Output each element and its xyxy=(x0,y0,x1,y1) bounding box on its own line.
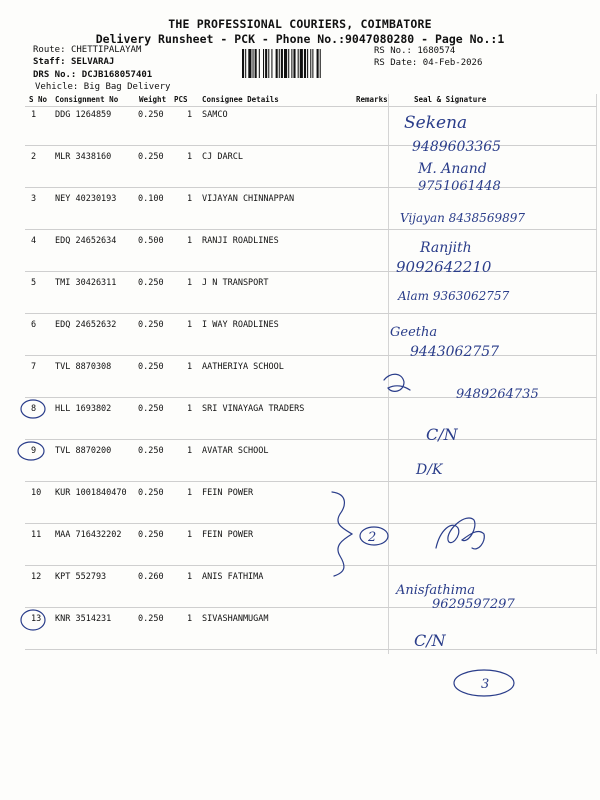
staff-value: SELVARAJ xyxy=(70,57,115,67)
row-weight: 0.250 xyxy=(138,152,164,162)
row-sno: 9 xyxy=(31,446,37,456)
sig1-phone: 9489603365 xyxy=(412,139,502,155)
row-sno: 12 xyxy=(31,572,42,582)
row-consignee: CJ DARCL xyxy=(202,152,243,162)
row-pcs: 1 xyxy=(187,362,193,372)
row-consignment: DDG 1264859 xyxy=(55,110,112,120)
row-consignment: TVL 8870200 xyxy=(55,446,112,456)
table-row xyxy=(0,446,600,488)
row-consignee: SAMCO xyxy=(202,110,228,120)
row-sno: 2 xyxy=(31,152,37,162)
row-consignee: FEIN POWER xyxy=(202,530,254,540)
row-consignment: KNR 3514231 xyxy=(55,614,112,624)
sig4-phone: 9092642210 xyxy=(396,258,492,276)
runsheet-subtitle: Delivery Runsheet - PCK - Phone No.:9047080280 - Page No.:1 xyxy=(95,32,505,46)
row-sno: 11 xyxy=(31,530,42,540)
row-consignment: TVL 8870308 xyxy=(55,362,112,372)
sig6-phone: 9443062757 xyxy=(410,344,500,360)
table-row xyxy=(0,614,600,656)
route-label: Route: xyxy=(33,45,66,55)
sig5: Alam 9363062757 xyxy=(398,289,510,303)
route-value: CHETTIPALAYAM xyxy=(70,45,142,55)
sig12-phone: 9629597297 xyxy=(432,597,515,612)
vehicle-value: Big Bag Delivery xyxy=(83,82,171,92)
row-consignee: SRI VINAYAGA TRADERS xyxy=(202,404,305,414)
table-row xyxy=(0,530,600,572)
rs-date-label: RS Date: xyxy=(374,58,418,68)
row-consignee: J N TRANSPORT xyxy=(202,278,269,288)
row-sno: 4 xyxy=(31,236,37,246)
row-weight: 0.260 xyxy=(138,572,164,582)
row-weight: 0.250 xyxy=(138,614,164,624)
row-consignment: TMI 30426311 xyxy=(55,278,117,288)
table-row xyxy=(0,320,600,362)
col-consignment: Consignment No xyxy=(55,95,119,104)
row-pcs: 1 xyxy=(187,404,193,414)
row-sno: 1 xyxy=(31,110,37,120)
rs-date-line xyxy=(374,58,482,69)
sig6-name: Geetha xyxy=(390,325,438,340)
row-consignee: FEIN POWER xyxy=(202,488,254,498)
row-consignment: MAA 716432202 xyxy=(55,530,122,540)
row-consignment: MLR 3438160 xyxy=(55,152,112,162)
row-pcs: 1 xyxy=(187,278,193,288)
row-pcs: 1 xyxy=(187,530,193,540)
table-row xyxy=(0,236,600,278)
drs-label: DRS No.: xyxy=(33,70,77,80)
row-pcs: 1 xyxy=(187,488,193,498)
row-sno: 5 xyxy=(31,278,37,288)
sig2-name: M. Anand xyxy=(418,161,487,177)
route-line xyxy=(33,45,141,56)
col-consignee: Consignee Details xyxy=(202,95,279,104)
mark9: D/K xyxy=(416,462,443,478)
row-pcs: 1 xyxy=(187,614,193,624)
row-pcs: 1 xyxy=(187,320,193,330)
row-weight: 0.250 xyxy=(138,404,164,414)
row-consignment: NEY 40230193 xyxy=(55,194,117,204)
row-weight: 0.500 xyxy=(138,236,164,246)
row-weight: 0.250 xyxy=(138,278,164,288)
col-sno: S No xyxy=(29,95,48,104)
table-row xyxy=(0,572,600,614)
sig1-name: Sekena xyxy=(404,113,468,133)
row-consignment: KUR 1001840470 xyxy=(55,488,127,498)
sig2-phone: 9751061448 xyxy=(418,179,501,194)
drs-line xyxy=(33,70,152,81)
table-row xyxy=(0,194,600,236)
vehicle-label: Vehicle: xyxy=(35,82,79,92)
staff-label: Staff: xyxy=(33,57,66,67)
staff-line xyxy=(33,57,114,68)
row-sno: 7 xyxy=(31,362,37,372)
table-row xyxy=(0,404,600,446)
col-seal: Seal & Signature xyxy=(414,95,487,104)
mark13: C/N xyxy=(414,631,446,650)
row-consignment: EDQ 24652632 xyxy=(55,320,117,330)
row-weight: 0.250 xyxy=(138,110,164,120)
row-pcs: 1 xyxy=(187,236,193,246)
row-weight: 0.250 xyxy=(138,320,164,330)
table-row xyxy=(0,110,600,152)
table-row xyxy=(0,152,600,194)
row-consignment: HLL 1693802 xyxy=(55,404,112,414)
row-sno: 10 xyxy=(31,488,42,498)
row-pcs: 1 xyxy=(187,110,193,120)
col-pcs: PCS xyxy=(174,95,188,104)
sig7-phone: 9489264735 xyxy=(456,387,539,402)
row-sno: 13 xyxy=(31,614,42,624)
row-consignee: ANIS FATHIMA xyxy=(202,572,264,582)
row-pcs: 1 xyxy=(187,194,193,204)
row-weight: 0.250 xyxy=(138,488,164,498)
row-pcs: 1 xyxy=(187,446,193,456)
company-title: THE PROFESSIONAL COURIERS, COIMBATORE xyxy=(168,17,432,31)
row-consignee: VIJAYAN CHINNAPPAN xyxy=(202,194,295,204)
row-consignment: EDQ 24652634 xyxy=(55,236,117,246)
bracket-count: 2 xyxy=(368,530,377,545)
rs-date-value: 04-Feb-2026 xyxy=(422,58,483,68)
row-pcs: 1 xyxy=(187,152,193,162)
rs-no-line xyxy=(374,46,455,57)
row-consignee: RANJI ROADLINES xyxy=(202,236,279,246)
row-consignee: I WAY ROADLINES xyxy=(202,320,279,330)
sig4-name: Ranjith xyxy=(420,240,472,256)
barcode xyxy=(242,49,368,78)
sig12-name: Anisfathima xyxy=(396,583,475,598)
rs-no-value: 1680574 xyxy=(417,46,456,56)
row-consignee: AVATAR SCHOOL xyxy=(202,446,269,456)
row-weight: 0.250 xyxy=(138,530,164,540)
row-sno: 3 xyxy=(31,194,37,204)
table-row xyxy=(0,278,600,320)
circle-mark-total xyxy=(454,670,514,696)
row-weight: 0.100 xyxy=(138,194,164,204)
row-consignment: KPT 552793 xyxy=(55,572,107,582)
col-weight: Weight xyxy=(139,95,167,104)
row-pcs: 1 xyxy=(187,572,193,582)
drs-value: DCJB168057401 xyxy=(81,70,153,80)
rs-no-label: RS No.: xyxy=(374,46,412,56)
row-consignee: SIVASHANMUGAM xyxy=(202,614,269,624)
vehicle-line xyxy=(35,82,170,93)
total-count: 3 xyxy=(481,677,490,692)
sig3: Vijayan 8438569897 xyxy=(400,211,525,225)
row-sno: 8 xyxy=(31,404,37,414)
table-row xyxy=(0,488,600,530)
col-remarks: Remarks xyxy=(356,95,388,104)
row-weight: 0.250 xyxy=(138,446,164,456)
table-row xyxy=(0,362,600,404)
row-rule xyxy=(25,106,597,107)
row-weight: 0.250 xyxy=(138,362,164,372)
mark8: C/N xyxy=(426,425,458,444)
row-sno: 6 xyxy=(31,320,37,330)
row-consignee: AATHERIYA SCHOOL xyxy=(202,362,284,372)
